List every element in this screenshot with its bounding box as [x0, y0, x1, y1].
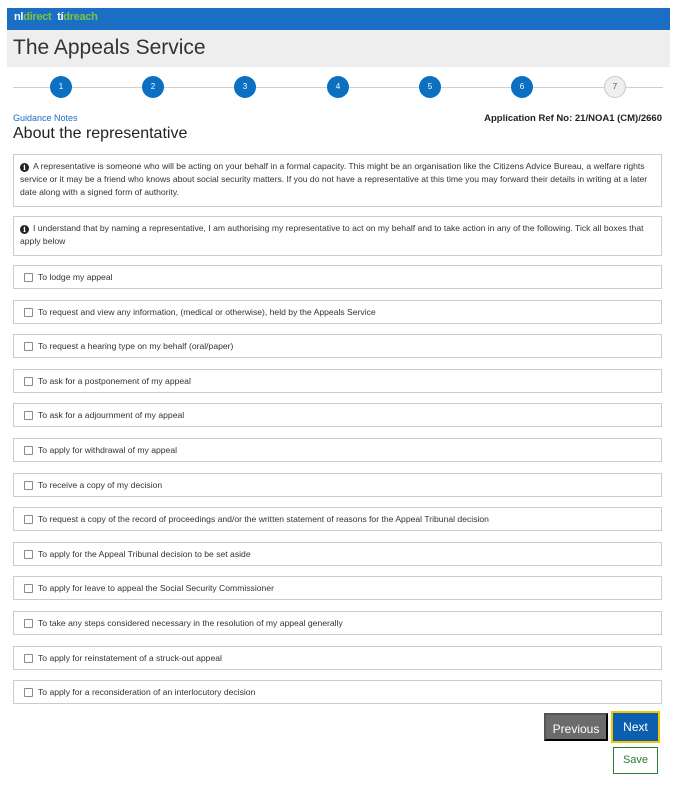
checkbox-icon[interactable]: [24, 688, 33, 697]
step-4: 4: [327, 76, 349, 98]
representative-info-box: [13, 154, 662, 207]
guidance-notes-link[interactable]: Guidance Notes: [13, 113, 78, 123]
option-set-aside[interactable]: [13, 542, 662, 566]
step-6: 6: [511, 76, 533, 98]
option-label: To lodge my appeal: [38, 272, 113, 282]
option-record-proceedings[interactable]: [13, 507, 662, 531]
option-adjournment[interactable]: [13, 403, 662, 427]
option-lodge-appeal[interactable]: [13, 265, 662, 289]
option-label: To apply for reinstatement of a struck-out appeal: [38, 653, 222, 663]
option-label: To ask for a postponement of my appeal: [38, 376, 191, 386]
option-copy-decision[interactable]: [13, 473, 662, 497]
info-circle-icon: i: [20, 225, 29, 234]
step-1: 1: [50, 76, 72, 98]
option-label: To receive a copy of my decision: [38, 480, 163, 490]
checkbox-icon[interactable]: [24, 515, 33, 524]
step-2: 2: [142, 76, 164, 98]
checkbox-icon[interactable]: [24, 481, 33, 490]
checkbox-icon[interactable]: [24, 654, 33, 663]
checkbox-icon[interactable]: [24, 342, 33, 351]
next-button[interactable]: Next: [611, 711, 660, 743]
option-label: To request and view any information, (medical or otherwise), held by the Appeals Service: [38, 307, 376, 317]
representative-info-text: A representative is someone who will be acting on your behalf in a formal capacity. This might be an organisation like the Citizens Advice Bureau, a welfare rights service or it may be a friend who knows about social security matters. If you do not have a representative at this time you may forward their details in writing at a later date along with a signed form of authority.: [20, 161, 648, 198]
step-5: 5: [419, 76, 441, 98]
option-hearing-type[interactable]: [13, 334, 662, 358]
option-label: To apply for leave to appeal the Social Security Commissioner: [38, 583, 274, 593]
info-circle-icon: i: [20, 163, 29, 172]
option-label: To request a hearing type on my behalf (oral/paper): [38, 341, 234, 351]
option-leave-to-appeal[interactable]: [13, 576, 662, 600]
checkbox-icon[interactable]: [24, 273, 33, 282]
option-necessary-steps[interactable]: [13, 611, 662, 635]
previous-button[interactable]: Previous: [544, 713, 608, 741]
checkbox-icon[interactable]: [24, 308, 33, 317]
checkbox-icon[interactable]: [24, 377, 33, 386]
option-label: To apply for withdrawal of my appeal: [38, 445, 178, 455]
nidirect-logo[interactable]: nldirect tídreach: [14, 11, 98, 23]
progress-steps: [13, 75, 663, 99]
app-title-bar: [7, 30, 670, 67]
authorisation-info-text: I understand that by naming a representative, I am authorising my representative to act on my behalf and to take action in any of the following. Tick all boxes that apply below: [20, 223, 644, 247]
checkbox-icon[interactable]: [24, 619, 33, 628]
option-label: To apply for the Appeal Tribunal decision to be set aside: [38, 549, 251, 559]
option-label: To request a copy of the record of proceedings and/or the written statement of reasons for the Appeal Tribunal decision: [38, 514, 489, 524]
option-reconsideration[interactable]: [13, 680, 662, 704]
step-7: 7: [604, 76, 626, 98]
checkbox-icon[interactable]: [24, 550, 33, 559]
brand-bar: [7, 8, 670, 30]
checkbox-icon[interactable]: [24, 584, 33, 593]
option-postponement[interactable]: [13, 369, 662, 393]
option-label: To ask for a adjournment of my appeal: [38, 410, 185, 420]
checkbox-icon[interactable]: [24, 446, 33, 455]
save-button[interactable]: Save: [613, 747, 658, 774]
application-ref: Application Ref No: 21/NOA1 (CM)/2660: [484, 113, 662, 124]
option-label: To apply for a reconsideration of an interlocutory decision: [38, 687, 256, 697]
step-3: 3: [234, 76, 256, 98]
option-withdrawal[interactable]: [13, 438, 662, 462]
app-title: The Appeals Service: [13, 36, 206, 59]
option-reinstatement[interactable]: [13, 646, 662, 670]
authorisation-info-box: [13, 216, 662, 256]
option-request-information[interactable]: [13, 300, 662, 324]
checkbox-icon[interactable]: [24, 411, 33, 420]
option-label: To take any steps considered necessary in the resolution of my appeal generally: [38, 618, 343, 628]
page-title: About the representative: [13, 125, 188, 142]
